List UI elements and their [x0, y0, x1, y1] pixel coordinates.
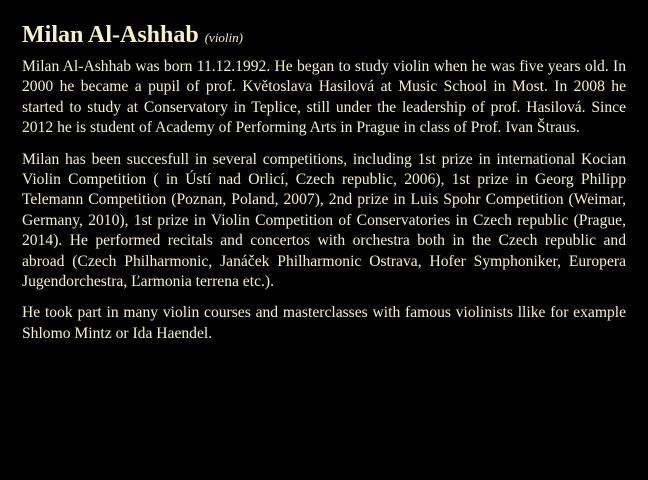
bio-paragraph-education: Milan Al-Ashhab was born 11.12.1992. He began to study violin when he was five years old. In 2000 he became a pupil of prof. Květoslava Hasilová at Music School in Most. In 2008 he started to study at Conservatory in Teplice, still under the leadership of prof. Hasilová. Since 2012 he is student of Academy of Performing Arts in Prague in class of Prof. Ivan Štraus. — [22, 58, 626, 137]
bio-header — [22, 22, 626, 51]
artist-bio — [22, 22, 626, 355]
bio-paragraph-competitions: Milan has been succesfull in several competitions, including 1st prize in international Kocian Violin Competition ( in Ústí nad Orlicí, Czech republic, 2006), 1st prize in Georg Philipp Telemann Competition (Poznan, Poland, 2007), 2nd prize in Luis Spohr Competition (Weimar, Germany, 2010), 1st prize in Violin Competition of Conservatories in Czech republic (Prague, 2014). He performed recitals and concertos with orchestra both in the Czech republic and abroad (Czech Philharmonic, Janáček Philharmonic Ostrava, Hofer Symphoniker, Europera Jugendorchestra, Ľarmonia terrena etc.). — [22, 150, 626, 291]
bio-paragraph-masterclasses: He took part in many violin courses and masterclasses with famous violinists llike for example Shlomo Mintz or Ida Haendel. — [22, 304, 626, 342]
artist-instrument: (violin) — [204, 30, 243, 45]
artist-name: Milan Al-Ashhab — [22, 22, 199, 48]
